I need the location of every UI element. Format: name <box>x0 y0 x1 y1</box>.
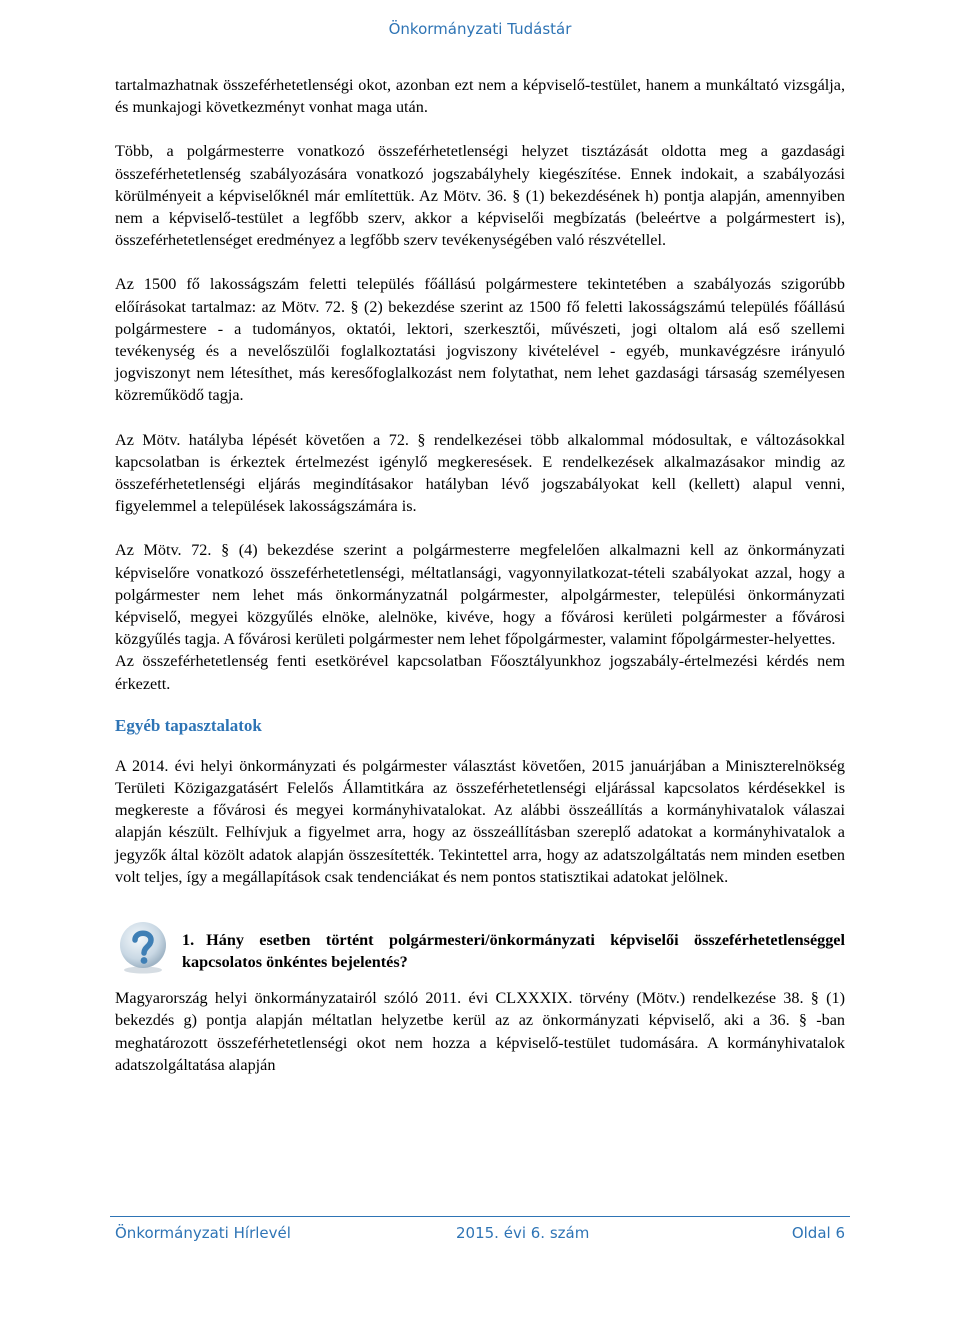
question-block <box>115 929 845 987</box>
paragraph: Az Mötv. hatályba lépését követően a 72. § rendelkezései több alkalommal módosultak, e változásokkal kapcsolatban is érkeztek értelmezést igénylő megkeresések. E rendelkezések alkalmazásakor mindig az összeférhetetlenségi eljárás megindításakor hatályban lévő jogszabályokat kell (kellett) alapul venni, figyelemmel a települések lakosságszámára is. <box>115 430 845 516</box>
paragraph: tartalmazhatnak összeférhetetlenségi okot, azonban ezt nem a képviselő-testület, hanem a munkáltató vizsgálja, és munkajogi következményt vonhat maga után. <box>115 76 845 117</box>
paragraph: A 2014. évi helyi önkormányzati és polgármester választást követően, 2015 januárjában a Miniszterelnökség Területi Közigazgatásért Felelős Államtitkára az összeférhetetlenségi eljárással kapcsolatos kérdésekkel is megkereste a fővárosi és megyei kormányhivatalokat. Az alábbi összeállítás a kormányhivatalok válaszai alapján készült. Felhívjuk a figyelmet arra, hogy az összeállításban szereplő adatokat a kormányhivatalok a jegyzők által közölt adatok alapján összesítették. Tekintettel arra, hogy az adatszolgáltatás nem minden esetben volt teljes, így a megállapítások csak tendenciákat és nem pontos statisztikai adatokat jelölnek. <box>115 756 845 886</box>
footer-publication: Önkormányzati Hírlevél <box>115 1224 291 1242</box>
question-mark-icon <box>115 919 171 975</box>
header-title: Önkormányzati Tudástár <box>388 20 572 38</box>
paragraph: Az Mötv. 72. § (4) bekezdése szerint a polgármesterre megfelelően alkalmazni kell az önkormányzati képviselőre vonatkozó összeférhetetlenségi, méltatlansági, vagyonnyilatkozat-tételi szabályokat azzal, hogy a polgármester nem lehet más önkormányzatnál polgármester, alpolgármester, települési önkormányzati képviselő, megyei közgyűlés elnöke, alelnöke, kivéve, hogy a fővárosi kerületi polgármester a fővárosi közgyűlés tagja. A fővárosi kerületi polgármester nem lehet főpolgármester, valamint főpolgármester-helyettes. <box>115 541 845 649</box>
paragraph: Magyarország helyi önkormányzatairól szóló 2011. évi CLXXXIX. törvény (Mötv.) rendelkezése 38. § (1) bekezdés g) pontja alapján méltatlan helyzetbe kerül az az önkormányzati képviselő, aki a 36. § -ban meghatározott összeférhetetlenségi okot nem hozza a képviselő-testület tudomására. A kormányhivatalok adatszolgáltatása alapján <box>115 989 845 1074</box>
section-heading: Egyéb tapasztalatok <box>115 715 262 735</box>
question-body: Hány esetben történt polgármesteri/önkormányzati képviselői összeférhetetlenséggel kapcsolatos önkéntes bejelentés? <box>182 931 845 972</box>
document-body <box>115 74 845 1076</box>
question-text <box>115 929 845 973</box>
paragraph: Az összeférhetetlenség fenti esetkörével kapcsolatban Főosztályunkhoz jogszabály-értelmezési kérdés nem érkezett. <box>115 652 845 693</box>
footer <box>115 1224 845 1246</box>
footer-divider <box>110 1216 850 1217</box>
footer-page-number: Oldal 6 <box>791 1224 845 1242</box>
question-number: 1. <box>182 931 195 950</box>
paragraph: Az 1500 fő lakosságszám feletti település főállású polgármestere tekintetében a szabályozás szigorúbb előírásokat tartalmaz: az Mötv. 72. § (2) bekezdése szerint az 1500 fő feletti lakosságszámú település főállású polgármestere - a tudományos, oktatói, lektori, szerkesztői, művészeti, jogi oltalom alá eső szellemi tevékenység és a nevelőszülői foglalkoztatási jogviszony kivételével - egyéb, munkavégzésre irányuló jogviszonyt nem létesíthet, más keresőfoglalkozást nem folytathat, nem lehet gazdasági társaság személyesen közreműködő tagja. <box>115 275 845 405</box>
footer-issue: 2015. évi 6. szám <box>456 1224 590 1242</box>
paragraph: Több, a polgármesterre vonatkozó összeférhetetlenségi helyzet tisztázását oldotta meg a gazdasági összeférhetetlenség szabályozására vonatkozó jogszabályhely kiegészítése. Ennek indokait, a szabályozási körülményeit a képviselőknél már említettük. Az Mötv. 36. § (1) bekezdésének h) pontja alapján, amennyiben nem a képviselő-testület a legfőbb szerv, akkor a képviselői megbízatás (beleértve a polgármestert is), összeférhetetlenséget eredményez a legfőbb szerv tevékenységében való részvétellel. <box>115 142 845 250</box>
